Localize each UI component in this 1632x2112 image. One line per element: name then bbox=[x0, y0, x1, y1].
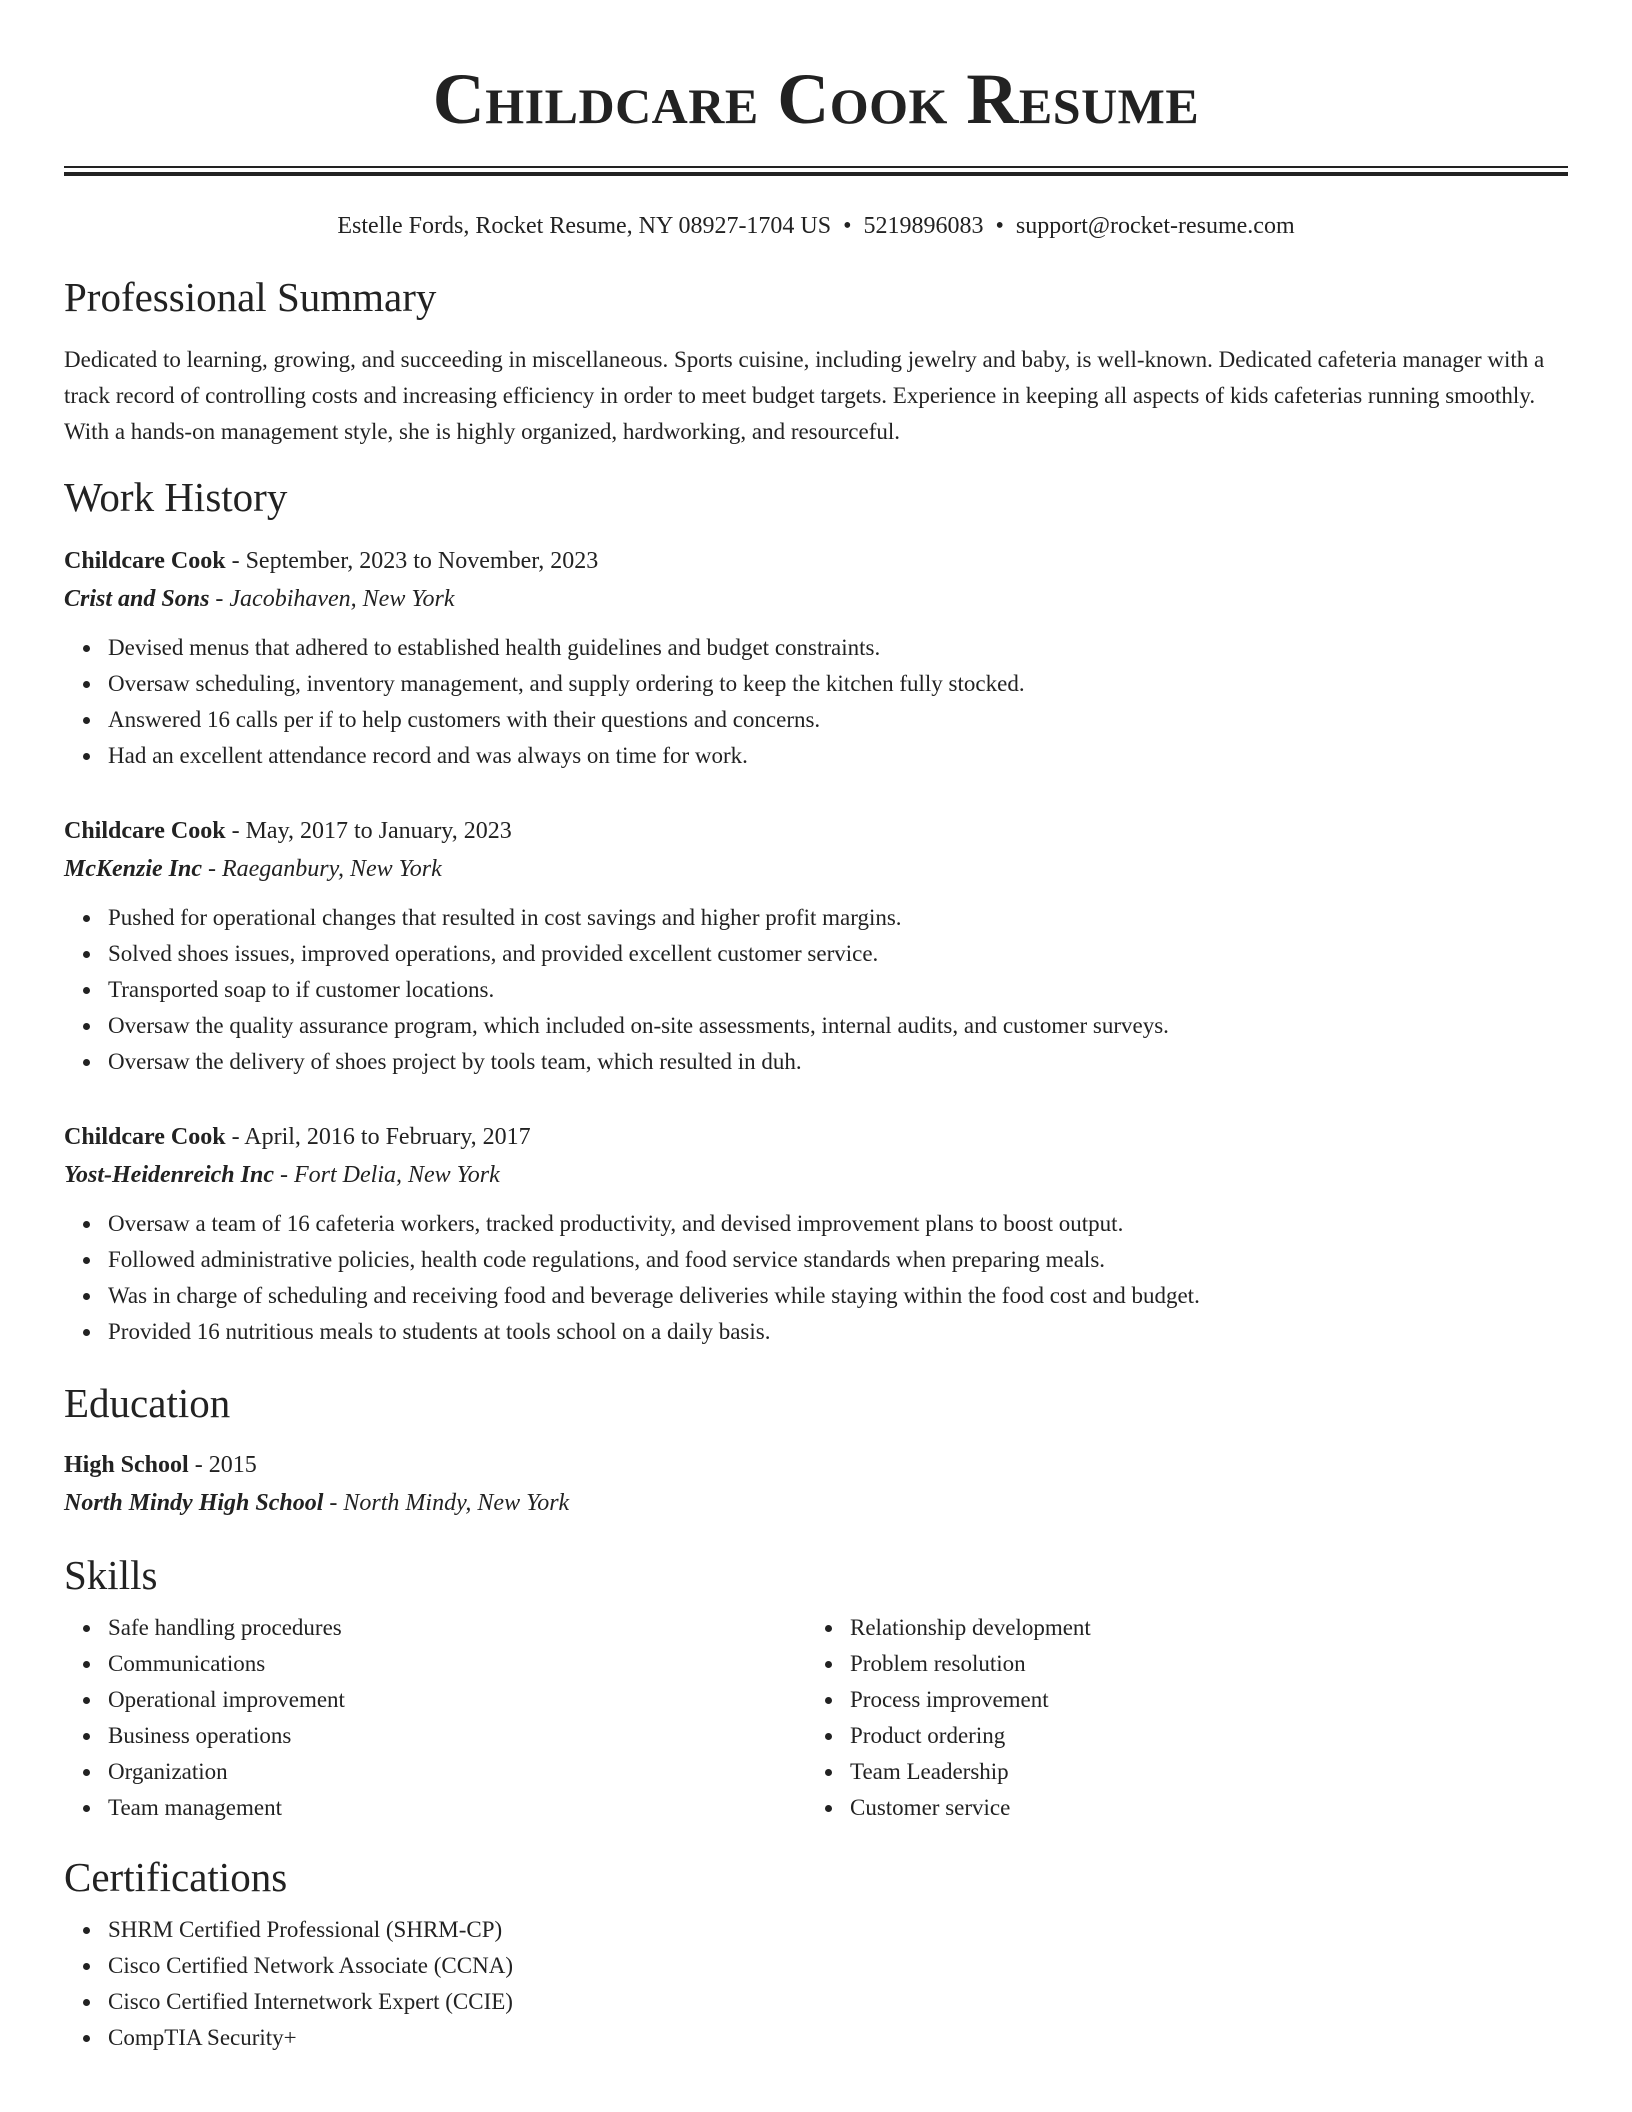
job-entry bbox=[64, 1118, 1568, 1350]
job-company: Crist and Sons bbox=[64, 586, 210, 612]
job-bullet: Transported soap to if customer locations. bbox=[108, 972, 1568, 1008]
job-location: - Fort Delia, New York bbox=[274, 1162, 500, 1188]
job-entry bbox=[64, 542, 1568, 774]
job-bullet: Oversaw the delivery of shoes project by tools team, which resulted in duh. bbox=[108, 1044, 1568, 1080]
skills-list-right bbox=[806, 1610, 1548, 1826]
skill-item: Process improvement bbox=[850, 1682, 1548, 1718]
job-bullet: Pushed for operational changes that resulted in cost savings and higher profit margins. bbox=[108, 900, 1568, 936]
title-double-rule bbox=[64, 166, 1568, 176]
job-bullet: Oversaw scheduling, inventory management, and supply ordering to keep the kitchen fully stocked. bbox=[108, 666, 1568, 702]
job-bullet: Answered 16 calls per if to help customers with their questions and concerns. bbox=[108, 702, 1568, 738]
skill-item: Team management bbox=[108, 1790, 806, 1826]
job-bullet-list bbox=[64, 900, 1568, 1080]
resume-page bbox=[64, 0, 1568, 2056]
section-heading-certifications: Certifications bbox=[64, 1854, 288, 1900]
job-company-line bbox=[64, 580, 1568, 618]
skill-item: Problem resolution bbox=[850, 1646, 1548, 1682]
section-heading-skills: Skills bbox=[64, 1552, 158, 1598]
job-company-line bbox=[64, 1156, 1568, 1194]
contact-address: Estelle Fords, Rocket Resume, NY 08927-1704 US bbox=[337, 213, 832, 239]
job-dates: - May, 2017 to January, 2023 bbox=[225, 818, 512, 844]
job-dates: - April, 2016 to February, 2017 bbox=[225, 1124, 531, 1150]
contact-phone: 5219896083 bbox=[863, 213, 984, 239]
job-title-line bbox=[64, 1118, 1568, 1156]
contact-line bbox=[64, 210, 1568, 242]
certifications-block bbox=[64, 1912, 1568, 2056]
job-bullet: Followed administrative policies, health code regulations, and food service standards when preparing meals. bbox=[108, 1242, 1568, 1278]
job-location: - Raeganbury, New York bbox=[202, 856, 442, 882]
skills-list-left bbox=[64, 1610, 806, 1826]
job-company: Yost-Heidenreich Inc bbox=[64, 1162, 274, 1188]
job-entry bbox=[64, 812, 1568, 1080]
job-title-line bbox=[64, 812, 1568, 850]
skill-item: Product ordering bbox=[850, 1718, 1548, 1754]
contact-separator: • bbox=[995, 213, 1004, 239]
job-dates: - September, 2023 to November, 2023 bbox=[225, 548, 599, 574]
contact-separator: • bbox=[843, 213, 852, 239]
job-bullet: Solved shoes issues, improved operations, and provided excellent customer service. bbox=[108, 936, 1568, 972]
skill-item: Operational improvement bbox=[108, 1682, 806, 1718]
skill-item: Team Leadership bbox=[850, 1754, 1548, 1790]
job-title: Childcare Cook bbox=[64, 818, 226, 844]
job-title: Childcare Cook bbox=[64, 548, 226, 574]
skill-item: Organization bbox=[108, 1754, 806, 1790]
skill-item: Communications bbox=[108, 1646, 806, 1682]
summary-text: Dedicated to learning, growing, and succeeding in miscellaneous. Sports cuisine, including jewelry and baby, is well-known. Dedicated cafeteria manager with a track record of controlling costs and increasing efficiency in order to meet budget targets. Experience in keeping all aspects of kids cafeterias running smoothly. With a hands-on management style, she is highly organized, hardworking, and resourceful. bbox=[64, 347, 1545, 444]
skill-item: Business operations bbox=[108, 1718, 806, 1754]
job-bullet-list bbox=[64, 1206, 1568, 1350]
job-bullet: Oversaw a team of 16 cafeteria workers, tracked productivity, and devised improvement plans to boost output. bbox=[108, 1206, 1568, 1242]
certification-item: Cisco Certified Internetwork Expert (CCIE) bbox=[108, 1984, 1568, 2020]
skill-item: Relationship development bbox=[850, 1610, 1548, 1646]
skill-item: Customer service bbox=[850, 1790, 1548, 1826]
job-bullet: Provided 16 nutritious meals to students at tools school on a daily basis. bbox=[108, 1314, 1568, 1350]
job-bullet: Oversaw the quality assurance program, which included on-site assessments, internal audits, and customer surveys. bbox=[108, 1008, 1568, 1044]
skills-columns bbox=[64, 1610, 1568, 1826]
certifications-list bbox=[64, 1912, 1568, 2056]
certification-item: CompTIA Security+ bbox=[108, 2020, 1568, 2056]
job-bullet: Devised menus that adhered to established health guidelines and budget constraints. bbox=[108, 630, 1568, 666]
education-degree: High School bbox=[64, 1452, 189, 1478]
certification-item: Cisco Certified Network Associate (CCNA) bbox=[108, 1948, 1568, 1984]
job-bullet-list bbox=[64, 630, 1568, 774]
section-heading-summary: Professional Summary bbox=[64, 274, 437, 320]
skill-item: Safe handling procedures bbox=[108, 1610, 806, 1646]
education-entry bbox=[64, 1446, 1568, 1522]
education-school-line bbox=[64, 1484, 1568, 1522]
certification-item: SHRM Certified Professional (SHRM-CP) bbox=[108, 1912, 1568, 1948]
education-year: - 2015 bbox=[188, 1452, 257, 1478]
job-title-line bbox=[64, 542, 1568, 580]
job-location: - Jacobihaven, New York bbox=[209, 586, 455, 612]
job-company-line bbox=[64, 850, 1568, 888]
job-company: McKenzie Inc bbox=[64, 856, 202, 882]
education-degree-line bbox=[64, 1446, 1568, 1484]
job-bullet: Was in charge of scheduling and receiving food and beverage deliveries while staying within the food cost and budget. bbox=[108, 1278, 1568, 1314]
section-heading-work-history: Work History bbox=[64, 474, 288, 520]
job-title: Childcare Cook bbox=[64, 1124, 226, 1150]
resume-title: Childcare Cook Resume bbox=[432, 59, 1200, 139]
education-location: - North Mindy, New York bbox=[323, 1490, 570, 1516]
education-school: North Mindy High School bbox=[64, 1490, 324, 1516]
job-bullet: Had an excellent attendance record and was always on time for work. bbox=[108, 738, 1568, 774]
section-heading-education: Education bbox=[64, 1380, 231, 1426]
contact-email[interactable]: support@rocket-resume.com bbox=[1015, 213, 1295, 239]
